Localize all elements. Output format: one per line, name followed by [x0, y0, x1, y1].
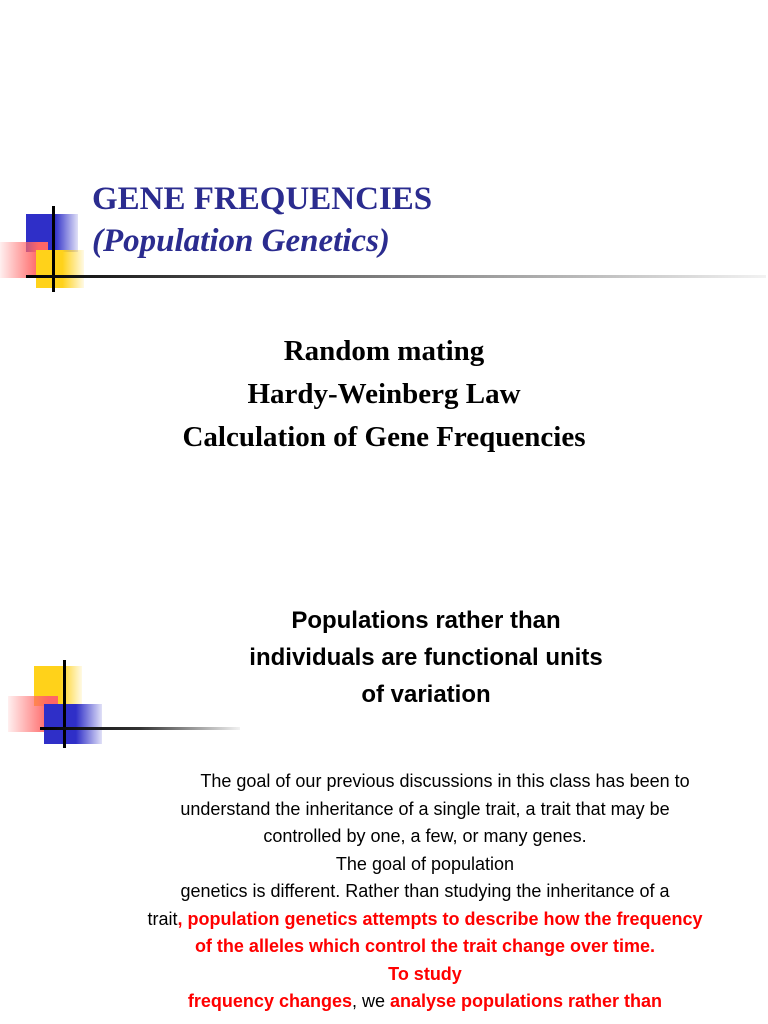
highlight-text: , population genetics attempts to describe how the frequency [177, 908, 703, 929]
heading-line: of variation [361, 681, 491, 708]
body-line: understand the inheritance of a single trait, a trait that may be [180, 798, 670, 819]
highlight-line: To study [388, 963, 462, 984]
yellow-square [36, 250, 84, 288]
title-block [92, 178, 432, 262]
body-paragraph [100, 768, 750, 1016]
horizontal-line [40, 727, 240, 730]
corner-decoration [0, 200, 100, 295]
slide-title: GENE FREQUENCIES [92, 181, 433, 217]
highlight-line: of the alleles which control the trait change over time. [194, 936, 656, 956]
slide-heading [200, 602, 652, 713]
body-text: trait [147, 908, 178, 929]
highlight-text: analyse populations rather than [390, 991, 663, 1011]
blue-square [44, 704, 102, 744]
topic-list [0, 330, 768, 459]
horizontal-line [26, 275, 766, 278]
body-line: controlled by one, a few, or many genes. [263, 826, 587, 846]
topic-item: Calculation of Gene Frequencies [182, 421, 586, 453]
vertical-line [63, 660, 66, 748]
body-text: , we [351, 991, 390, 1011]
body-line [100, 988, 750, 1016]
slide-subtitle: (Population Genetics) [92, 223, 390, 259]
vertical-line [52, 206, 55, 292]
body-line: The goal of our previous discussions in this class has been to [200, 771, 690, 791]
slide-2 [0, 560, 768, 1024]
heading-line: individuals are functional units [249, 644, 603, 671]
corner-decoration [0, 660, 110, 755]
body-line: The goal of population [335, 853, 515, 874]
body-line: genetics is different. Rather than studying the inheritance of a [180, 881, 670, 901]
topic-item: Hardy-Weinberg Law [247, 378, 521, 410]
body-line [100, 906, 750, 934]
topic-item: Random mating [283, 335, 485, 367]
highlight-text: frequency changes [187, 991, 352, 1011]
heading-line: Populations rather than [291, 607, 561, 634]
